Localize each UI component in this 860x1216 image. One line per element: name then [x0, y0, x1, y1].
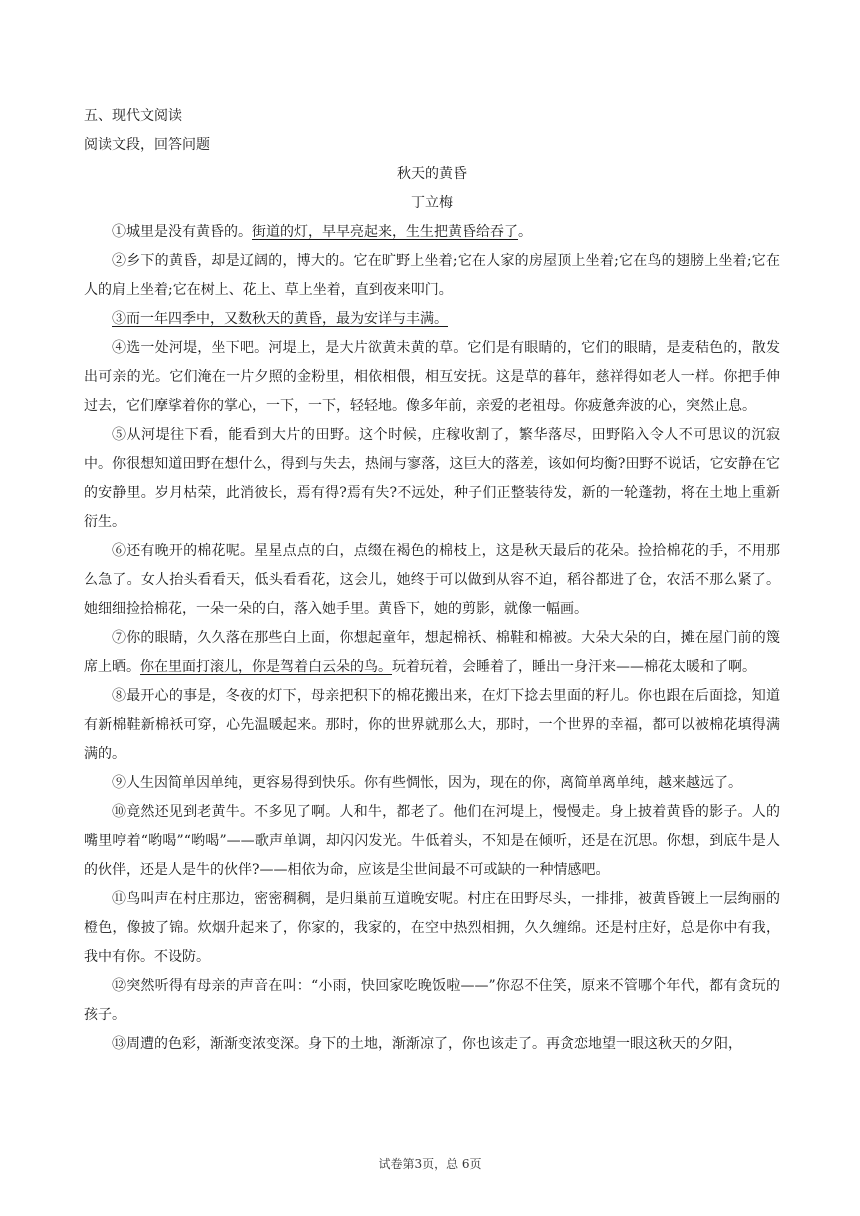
paragraph-2: ②乡下的黄昏，却是辽阔的，博大的。它在旷野上坐着;它在人家的房屋顶上坐着;它在鸟的翅膀上坐着;它在人的肩上坐着;它在树上、花上、草上坐着，直到夜来叩门。: [84, 253, 780, 298]
paragraph-6: ⑥还有晚开的棉花呢。星星点点的白，点缀在褐色的棉枝上，这是秋天最后的花朵。捡拾棉花的手，不用那么急了。女人抬头看看天，低头看看花，这会儿，她终于可以做到从容不迫，稻谷都进了仓，农活不那么紧了。她细细捡拾棉花，一朵一朵的白，落入她手里。黄昏下，她的剪影，就像一幅画。: [84, 543, 780, 617]
article-title: 秋天的黄昏: [397, 166, 467, 182]
paragraph-11: ⑪鸟叫声在村庄那边，密密稠稠，是归巢前互道晚安呢。村庄在田野尽头，一排排，被黄昏镀上一层绚丽的橙色，像披了锦。炊烟升起来了，你家的，我家的，在空中热烈相拥，久久缠绵。还是村庄好，总是你中有我，我中有你。不设防。: [84, 891, 780, 965]
paragraph-9: ⑨人生因简单因单纯，更容易得到快乐。你有些惆怅，因为，现在的你，离简单离单纯，越来越远了。: [112, 775, 742, 791]
paragraph-3: [84, 305, 780, 334]
paragraph-7-lead: ⑦你的眼睛，久久落在那些白上面，你想起童年，想起棉袄、棉鞋和棉被。大朵大朵的白，摊在屋门前的篾席上晒。: [84, 630, 780, 675]
page-footer: 试卷第3页，总 6页: [378, 1157, 482, 1171]
paragraph-1: [84, 218, 780, 247]
paragraph-4: ④选一处河堤，坐下吧。河堤上，是大片欲黄未黄的草。它们是有眼睛的，它们的眼睛，是麦秸色的，散发出可亲的光。它们淹在一片夕照的金粉里，相依相偎，相互安抚。这是草的暮年，慈祥得如老人一样。你把手伸过去，它们摩挲着你的掌心，一下，一下，轻轻地。像多年前，亲爱的老祖母。你疲惫奔波的心，突然止息。: [84, 340, 780, 414]
paragraph-7-tail: 玩着玩着，会睡着了，睡出一身汗来——棉花太暖和了啊。: [392, 659, 756, 675]
paragraph-12: ⑫突然听得有母亲的声音在叫：“小雨，快回家吃晚饭啦——”你忍不住笑，原来不管哪个年代，都有贪玩的孩子。: [84, 978, 780, 1023]
paragraph-8: ⑧最开心的事是，冬夜的灯下，母亲把积下的棉花搬出来，在灯下捻去里面的籽儿。你也跟在后面捻，知道有新棉鞋新棉袄可穿，心先温暖起来。那时，你的世界就那么大，那时，一个世界的幸福，都可以被棉花填得满满的。: [84, 688, 780, 762]
section-heading: 五、现代文阅读: [84, 108, 182, 124]
article-author: 丁立梅: [411, 195, 453, 211]
paragraph-7-underlined-sentence: 你在里面打滚儿，你是驾着白云朵的鸟。: [140, 659, 392, 675]
paragraph-5: ⑤从河堤往下看，能看到大片的田野。这个时候，庄稼收割了，繁华落尽，田野陷入令人不可思议的沉寂中。你很想知道田野在想什么，得到与失去，热闹与寥落，这巨大的落差，该如何均衡?田野不说话，它安静在它的安静里。岁月枯荣，此消彼长，焉有得?焉有失?不远处，种子们正整装待发，新的一轮蓬勃，将在土地上重新衍生。: [84, 427, 780, 530]
paragraph-10: ⑩竟然还见到老黄牛。不多见了啊。人和牛，都老了。他们在河堤上，慢慢走。身上披着黄昏的影子。人的嘴里哼着“哟喝”“哟喝”——歌声单调，却闪闪发光。牛低着头，不知是在倾听，还是在沉思。你想，到底牛是人的伙伴，还是人是牛的伙伴?——相依为命，应该是尘世间最不可或缺的一种情感吧。: [84, 804, 780, 878]
paragraph-13: ⑬周遭的色彩，渐渐变浓变深。身下的土地，渐渐凉了，你也该走了。再贪恋地望一眼这秋天的夕阳，: [112, 1036, 742, 1052]
paragraph-1-tail: 。: [518, 224, 532, 240]
instruction-text: 阅读文段，回答问题: [84, 137, 210, 153]
paragraph-1-underlined-sentence: 街道的灯，早早亮起来，生生把黄昏给吞了: [252, 224, 518, 240]
paragraph-1-lead: ①城里是没有黄昏的。: [112, 224, 252, 240]
paragraph-3-underlined-sentence: ③而一年四季中，又数秋天的黄昏，最为安详与丰满。: [112, 311, 448, 327]
page-content: [84, 102, 780, 1059]
paragraph-7: [84, 624, 780, 682]
